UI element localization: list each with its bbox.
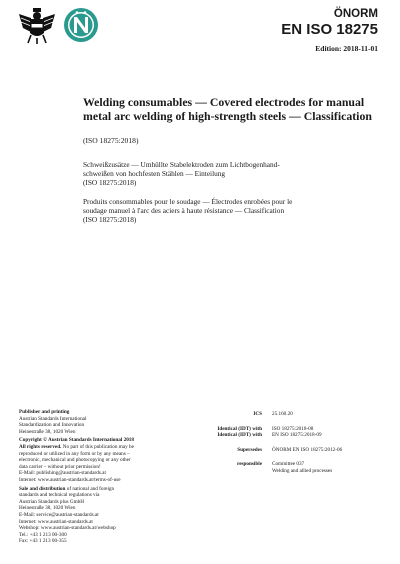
sale-text: of national and foreign <box>65 485 115 492</box>
document-title <box>83 96 383 123</box>
sale-text: standards and technical regulations via <box>19 492 100 499</box>
publisher-line: Austrian Standards International <box>19 415 87 422</box>
publisher-heading: Publisher and printing <box>19 409 70 415</box>
german-title-line: (ISO 18275:2018) <box>83 178 137 187</box>
french-title-line: Produits consommables pour le soudage — Électrodes enrobées pour le <box>83 197 293 206</box>
responsible-value <box>272 461 390 474</box>
sale-heading: Sale and distribution <box>19 485 66 492</box>
fax: Fax: +43 1 213 00-355 <box>19 538 67 545</box>
idt-value: EN ISO 18275:2018-09 <box>272 432 322 439</box>
title-line: metal arc welding of high-strength steels — Classification <box>83 108 372 123</box>
responsible-committee: Committee 037 <box>272 461 305 468</box>
french-title-line: soudage manuel à l'arc des aciers à haute résistance — Classification <box>83 206 285 215</box>
rights-bold: All rights reserved. <box>19 443 62 450</box>
edition-date: Edition: 2018-11-01 <box>315 44 378 53</box>
title-line: Welding consumables — Covered electrodes for manual <box>83 95 365 109</box>
webshop: Webshop: www.austrian-standards.at/webshop <box>19 525 116 532</box>
publisher-email: E-Mail: publishing@austrian-standards.at <box>19 470 106 477</box>
rights-text: data carrier – without prior permission! <box>19 463 101 470</box>
metadata-table <box>170 411 390 475</box>
meta-row-idt <box>170 432 390 439</box>
french-title <box>83 197 373 224</box>
sale-text: Heinestraße 38, 1020 Wien <box>19 505 76 512</box>
idt-value: ISO 18275:2018-08 <box>272 425 314 432</box>
responsible-label: responsible <box>237 461 262 468</box>
standard-name: ÖNORM <box>333 8 378 20</box>
german-title <box>83 160 373 187</box>
supersedes-label: Supersedes <box>237 446 262 453</box>
supersedes-value: ÖNORM EN ISO 18275:2012-06 <box>272 446 343 453</box>
publisher-info <box>19 409 169 547</box>
standard-number: EN ISO 18275 <box>281 21 378 38</box>
rights-text: reproduced or utilized in any form or by any means – <box>19 450 130 457</box>
rights-text: No part of this publication may be <box>61 443 134 450</box>
copyright-heading: Copyright © Austrian Standards International 2018 <box>19 437 134 444</box>
ics-label: ICS <box>253 411 262 417</box>
french-title-line: (ISO 18275:2018) <box>83 215 137 224</box>
german-title-line: Schweißzusätze — Umhüllte Stabelektroden zum Lichtbogenhand- <box>83 160 280 169</box>
publisher-line: Standardization and Innovation <box>19 422 85 429</box>
idt-label: Identical (IDT) with <box>217 432 262 439</box>
ics-value: 25.160.20 <box>272 411 293 417</box>
publisher-internet: Internet: www.austrian-standards.at/terms-of-use <box>19 476 121 483</box>
iso-reference: (ISO 18275:2018) <box>83 136 139 145</box>
sale-text: Austrian Standards plus GmbH <box>19 498 84 505</box>
meta-row-supersedes <box>170 447 390 454</box>
meta-row-responsible <box>170 461 390 474</box>
telephone: Tel.: +43 1 213 00-300 <box>19 531 67 538</box>
sale-email: E-Mail: service@austrian-standards.at <box>19 511 99 518</box>
responsible-area: Welding and allied processes <box>272 467 333 474</box>
idt-label: Identical (IDT) with <box>217 425 262 432</box>
meta-row-ics <box>170 411 390 418</box>
publisher-line: Heinestraße 38, 1020 Wien <box>19 428 76 435</box>
austrian-standards-n-logo <box>63 7 99 43</box>
sale-internet: Internet: www.austrian-standards.at <box>19 518 93 525</box>
austrian-eagle-logo <box>17 6 57 46</box>
rights-text: electronic, mechanical and photocopying or any other <box>19 457 131 464</box>
german-title-line: schweißen von hochfesten Stählen — Einteilung <box>83 169 226 178</box>
meta-row-idt <box>170 426 390 433</box>
